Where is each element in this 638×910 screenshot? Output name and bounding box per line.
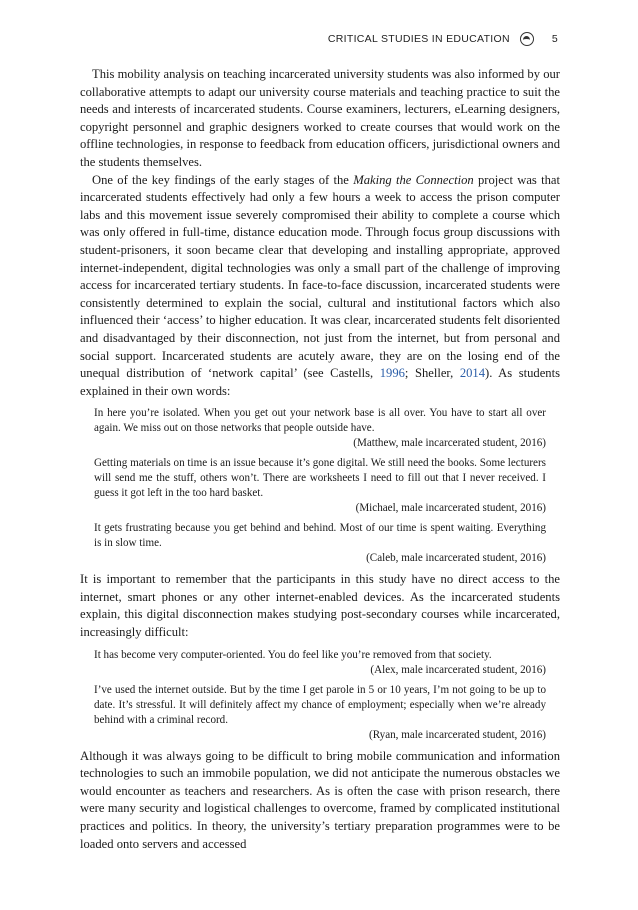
block-quote xyxy=(94,406,546,451)
quote-attribution: (Matthew, male incarcerated student, 2016) xyxy=(353,437,546,450)
quote-attribution: (Ryan, male incarcerated student, 2016) xyxy=(369,728,546,741)
quote-attribution: (Michael, male incarcerated student, 2016) xyxy=(355,502,546,515)
article-body xyxy=(80,66,560,853)
citation-link-sheller[interactable]: 2014 xyxy=(459,366,485,381)
paragraph-2-part: ). As students explained in their own words: xyxy=(80,366,560,398)
running-header xyxy=(328,32,558,46)
paragraph-4: Although it was always going to be difficult to bring mobile communication and information technologies to such an immobile population, we did not anticipate the numerous obstacles we would encounter as teachers and researchers. As is often the case with prison research, there were many security and logistical challenges to overcome, framed by complicated institutional practices and politics. In theory, the university’s tertiary preparation programmes were to be loaded onto servers and accessed xyxy=(80,748,560,851)
block-quote xyxy=(94,648,546,678)
page-number: 5 xyxy=(551,33,558,45)
quote-text: I’ve used the internet outside. But by the time I get parole in 5 or 10 years, I’m not going to be up to date. It’s stressful. It will definitely affect my chance of employment; especially when we’re already behind with a criminal record. xyxy=(94,683,546,726)
project-title: Making the Connection xyxy=(353,172,474,187)
journal-title: CRITICAL STUDIES IN EDUCATION xyxy=(327,33,510,45)
quote-text: It has become very computer-oriented. You do feel like you’re removed from that society. xyxy=(94,648,492,661)
quote-text: Getting materials on time is an issue because it’s gone digital. We still need the books. Some lecturers will send me the stuff, others won’t. There are worksheets I need to fill out that I never received. I guess it got left in the too hard basket. xyxy=(94,457,546,500)
quote-text: It gets frustrating because you get behind and behind. Most of our time is spent waiting. Everything is in slow time. xyxy=(94,522,546,550)
quote-block-1 xyxy=(94,406,560,566)
block-quote xyxy=(94,683,546,743)
quote-block-2 xyxy=(94,648,560,743)
quote-text: In here you’re isolated. When you get out your network base is all over. You have to start all over again. We miss out on those networks that people outside have. xyxy=(94,407,546,435)
quote-attribution: (Caleb, male incarcerated student, 2016) xyxy=(366,552,546,565)
paragraph-2-part: One of the key findings of the early stages of the xyxy=(92,172,354,187)
citation-link-castells[interactable]: 1996 xyxy=(379,366,405,381)
block-quote xyxy=(94,521,546,566)
paragraph-2-part: ; Sheller, xyxy=(404,366,460,381)
quote-attribution: (Alex, male incarcerated student, 2016) xyxy=(370,663,546,676)
paragraph-2-part: project was that incarcerated students effectively had only a few hours a week to access the prison computer labs and this movement issue severely compromised their ability to complete a course which was only offered in full-time, distance education mode. Through focus group discussions with student-prisoners, it soon became clear that developing and installing appropriate, approved internet-independent, digital technologies was only a small part of the challenge of improving access for incarcerated tertiary students. In face-to-face discussion, incarcerated students were consistently determined to explain the social, cultural and institutional factors which also influenced their ‘access’ to higher education. It was clear, incarcerated students felt disoriented and disadvantaged by their disconnection, not just from the internet, but from personal and social support. Incarcerated students are acutely aware, they are on the losing end of the unequal distribution of ‘network capital’ (see Castells, xyxy=(80,172,561,381)
block-quote xyxy=(94,456,546,516)
journal-logo-icon xyxy=(520,32,534,46)
paragraph-3: It is important to remember that the participants in this study have no direct access to the internet, smart phones or any other internet-enabled devices. As the incarcerated students explain, this digital disconnection makes studying post-secondary courses while incarcerated, increasingly difficult: xyxy=(80,572,560,640)
paragraph-2 xyxy=(80,172,560,401)
paragraph-1: This mobility analysis on teaching incarcerated university students was also informed by our collaborative attempts to adapt our university course materials and teaching practice to suit the needs and interests of incarcerated students. Course examiners, lecturers, eLearning designers, copyright personnel and graphic designers worked to create courses that would work on the offline technologies, in response to feedback from education officers, jurisdictional owners and the students themselves. xyxy=(80,67,560,169)
